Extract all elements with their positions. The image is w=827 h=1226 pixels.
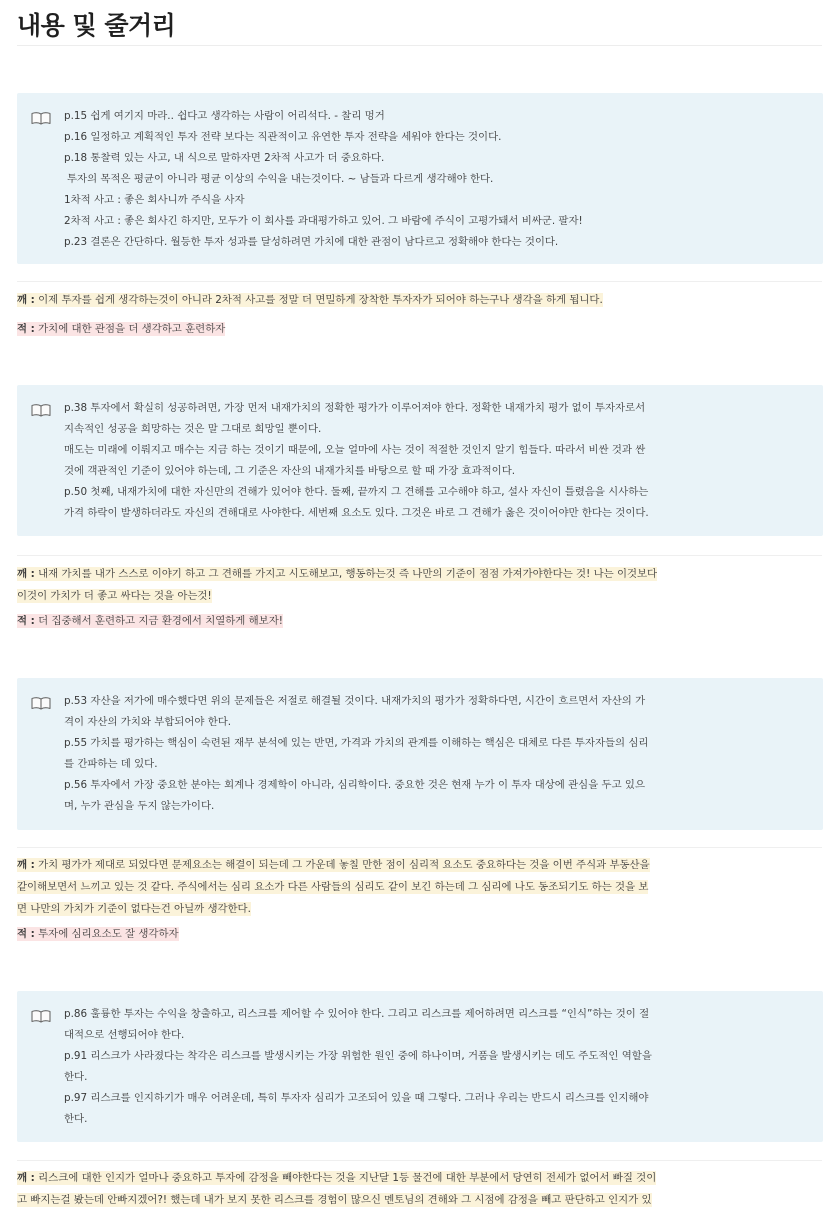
realization-prefix: 깨 : xyxy=(17,568,35,580)
quote-line: 한다. xyxy=(64,1071,88,1083)
quote-line: p.91 리스크가 사라졌다는 착각은 리스크를 발생시키는 가장 위험한 원인 중에 하나이며, 거품을 발생시키는 데도 주도적인 역할을 xyxy=(64,1050,652,1062)
quote-line: p.50 첫째, 내재가치에 대한 자신만의 견해가 있어야 한다. 둘째, 끝까지 그 견해를 고수해야 하고, 설사 자신이 틀렸음을 시사하는 xyxy=(64,486,649,498)
application-prefix: 적 : xyxy=(17,928,35,940)
quote-line: p.97 리스크를 인지하기가 매우 어려운데, 특히 투자자 심리가 고조되어 있을 때 그렇다. 그러나 우리는 반드시 리스크를 인지해야 xyxy=(64,1092,649,1104)
quote-line: p.55 가치를 평가하는 핵심이 숙련된 재무 분석에 있는 반면, 가격과 가치의 관계를 이해하는 핵심은 대체로 다른 투자자들의 심리 xyxy=(64,737,649,749)
divider xyxy=(17,555,822,556)
quote-line: p.53 자산을 저가에 매수했다면 위의 문제들은 저절로 해결될 것이다. 내재가치의 평가가 정확하다면, 시간이 흐르면서 자산의 가 xyxy=(64,695,646,707)
realization-text: 고 빠지는걸 봤는데 안빠지겠어?! 했는데 내가 보지 못한 리스크를 경험이 많으신 멘토님의 견해와 그 시점에 감정을 빼고 판단하고 인지가 있 xyxy=(17,1194,652,1206)
quote-line: 매도는 미래에 이뤄지고 매수는 지금 하는 것이기 때문에, 오늘 얼마에 사는 것이 적절한 것인지 알기 힘들다. 따라서 비싼 것과 싼 xyxy=(64,444,646,456)
realization-prefix: 깨 : xyxy=(17,1172,35,1184)
application-note xyxy=(17,610,819,632)
quote-line: 지속적인 성공을 희망하는 것은 말 그대로 희망일 뿐이다. xyxy=(64,423,322,435)
quote-line: p.38 투자에서 확실히 성공하려면, 가장 먼저 내재가치의 정확한 평가가 이루어져야 한다. 정확한 내재가치 평가 없이 투자자로서 xyxy=(64,402,646,414)
quote-callout xyxy=(17,678,823,830)
realization-text: 내재 가치를 내가 스스로 이야기 하고 그 견해를 가지고 시도해보고, 행동하는것 즉 나만의 기준이 점점 가져가야한다는 것! 나는 이것보다 xyxy=(38,568,658,580)
quote-line: 며, 누가 관심을 두지 않는가이다. xyxy=(64,800,215,812)
book-icon xyxy=(31,695,51,830)
application-text: 투자에 심리요소도 잘 생각하자 xyxy=(38,928,179,940)
quote-line: 한다. xyxy=(64,1113,88,1125)
realization-text: 이것이 가치가 더 좋고 싸다는 것을 아는것! xyxy=(17,590,212,602)
quote-line: p.18 통찰력 있는 사고, 내 식으로 말하자면 2차적 사고가 더 중요하다. xyxy=(64,152,385,164)
application-text: 가치에 대한 관점을 더 생각하고 훈련하자 xyxy=(38,323,226,335)
realization-prefix: 깨 : xyxy=(17,859,35,871)
application-note xyxy=(17,318,819,340)
quote-line: p.16 일정하고 계획적인 투자 전략 보다는 직관적이고 유연한 투자 전략을 세워야 한다는 것이다. xyxy=(64,131,502,143)
realization-prefix: 깨 : xyxy=(17,294,35,306)
realization-note xyxy=(17,1167,819,1211)
title-divider xyxy=(17,45,822,46)
application-prefix: 적 : xyxy=(17,615,35,627)
book-icon xyxy=(31,402,51,536)
realization-note xyxy=(17,563,819,607)
realization-text: 같이해보면서 느끼고 있는 것 같다. 주식에서는 심리 요소가 다른 사람들의 심리도 같이 보긴 하는데 그 심리에 나도 동조되기도 하는 것을 보 xyxy=(17,881,649,893)
application-text: 더 집중해서 훈련하고 지금 환경에서 치열하게 해보자! xyxy=(38,615,283,627)
divider xyxy=(17,1160,822,1161)
page-title: 내용 및 줄거리 xyxy=(17,11,176,40)
quote-line: 가격 하락이 발생하더라도 자신의 견해대로 사야한다. 세번째 요소도 있다. 그것은 바로 그 견해가 옳은 것이어야만 한다는 것이다. xyxy=(64,507,649,519)
realization-text: 리스크에 대한 인지가 얼마나 중요하고 투자에 감정을 빼야한다는 것을 지난달 1등 물건에 대한 부분에서 당연히 전세가 없어서 빠질 것이 xyxy=(38,1172,657,1184)
quote-line: p.15 쉽게 여기지 마라.. 쉽다고 생각하는 사람이 어리석다. - 찰리 멍거 xyxy=(64,110,385,122)
divider xyxy=(17,281,822,282)
realization-note xyxy=(17,289,819,311)
quote-line: p.56 투자에서 가장 중요한 분야는 회계나 경제학이 아니라, 심리학이다. 중요한 것은 현재 누가 이 투자 대상에 관심을 두고 있으 xyxy=(64,779,646,791)
quote-callout xyxy=(17,93,823,264)
quote-line: 를 간파하는 데 있다. xyxy=(64,758,158,770)
quote-line: p.86 훌륭한 투자는 수익을 창출하고, 리스크를 제어할 수 있어야 한다. 그리고 리스크를 제어하려면 리스크를 “인식”하는 것이 절 xyxy=(64,1008,650,1020)
quote-line: 격이 자산의 가치와 부합되어야 한다. xyxy=(64,716,232,728)
application-note xyxy=(17,923,819,945)
quote-callout xyxy=(17,385,823,536)
realization-text: 이제 투자를 쉽게 생각하는것이 아니라 2차적 사고를 정말 더 면밀하게 장착한 투자자가 되어야 하는구나 생각을 하게 됩니다. xyxy=(38,294,603,306)
application-prefix: 적 : xyxy=(17,323,35,335)
quote-line: 투자의 목적은 평균이 아니라 평균 이상의 수익을 내는것이다. ~ 남들과 다르게 생각해야 한다. xyxy=(67,173,494,185)
book-icon xyxy=(31,110,51,264)
quote-line: 것에 객관적인 기준이 있어야 하는데, 그 기준은 자산의 내재가치를 바탕으로 할 때 가장 효과적이다. xyxy=(64,465,516,477)
realization-text: 가치 평가가 제대로 되었다면 문제요소는 해결이 되는데 그 가운데 놓칠 만한 점이 심리적 요소도 중요하다는 것을 이번 주식과 부동산을 xyxy=(38,859,650,871)
quote-line: p.23 결론은 간단하다. 월등한 투자 성과를 달성하려면 가치에 대한 관점이 남다르고 정확해야 한다는 것이다. xyxy=(64,236,559,248)
quote-line: 2차적 사고 : 좋은 회사긴 하지만, 모두가 이 회사를 과대평가하고 있어. 그 바람에 주식이 고평가돼서 비싸군. 팔자! xyxy=(64,215,583,227)
quote-line: 1차적 사고 : 좋은 회사니까 주식을 사자 xyxy=(64,194,245,206)
divider xyxy=(17,847,822,848)
quote-callout xyxy=(17,991,823,1142)
realization-note xyxy=(17,854,819,920)
book-icon xyxy=(31,1008,51,1142)
realization-text: 면 나만의 가치가 기준이 없다는건 아닐까 생각한다. xyxy=(17,903,251,915)
quote-line: 대적으로 선행되어야 한다. xyxy=(64,1029,185,1041)
